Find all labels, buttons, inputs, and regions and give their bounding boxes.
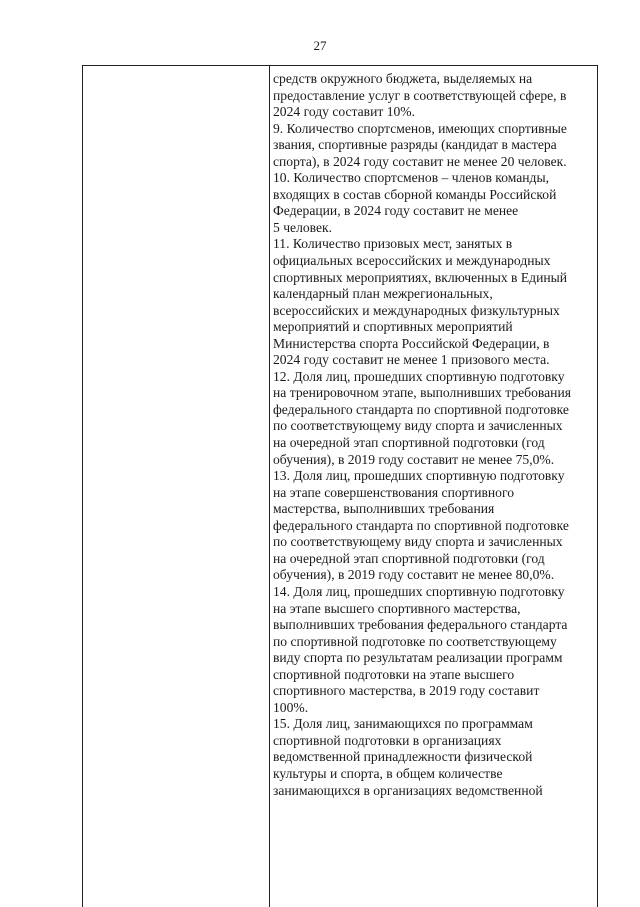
text-line: спортивных мероприятиях, включенных в Единый <box>273 269 568 285</box>
text-line: культуры и спорта, в общем количестве <box>273 765 503 781</box>
text-line: Министерства спорта Российской Федерации, в <box>273 335 550 351</box>
text-line: 10. Количество спортсменов – членов команды, <box>273 170 550 186</box>
text-line: на очередной этап спортивной подготовки (год <box>273 435 545 451</box>
text-line: средств окружного бюджета, выделяемых на <box>273 71 533 86</box>
text-line: 9. Количество спортсменов, имеющих спортивные <box>273 120 567 136</box>
text-line: 2024 году составит 10%. <box>273 104 416 120</box>
text-line: по соответствующему виду спорта и зачисленных <box>273 534 563 550</box>
text-line: по соответствующему виду спорта и зачисленных <box>273 418 563 434</box>
text-line: на тренировочном этапе, выполнивших требования <box>273 385 571 401</box>
text-line: 5 человек. <box>273 219 333 235</box>
text-line: спорта), в 2024 году составит не менее 20 человек. <box>273 153 567 169</box>
text-line: 12. Доля лиц, прошедших спортивную подготовку <box>273 368 565 384</box>
text-line: 14. Доля лиц, прошедших спортивную подготовку <box>273 583 565 599</box>
text-line: на этапе совершенствования спортивного <box>273 484 515 500</box>
text-line: занимающихся в организациях ведомственной <box>273 782 543 798</box>
text-line: Федерации, в 2024 году составит не менее <box>273 203 519 219</box>
text-line: ведомственной принадлежности физической <box>273 749 533 765</box>
table-cell-right <box>273 71 595 799</box>
text-line: федерального стандарта по спортивной подготовке <box>273 401 569 417</box>
text-line: на этапе высшего спортивного мастерства, <box>273 600 521 616</box>
text-line: обучения), в 2019 году составит не менее 80,0%. <box>273 567 555 583</box>
text-line: спортивной подготовки на этапе высшего <box>273 666 515 682</box>
text-line: 11. Количество призовых мест, занятых в <box>273 236 513 252</box>
text-line: 100%. <box>273 699 309 715</box>
text-line: звания, спортивные разряды (кандидат в мастера <box>273 137 557 153</box>
text-line: виду спорта по результатам реализации программ <box>273 650 563 666</box>
text-line: мероприятий и спортивных мероприятий <box>273 319 513 335</box>
column-divider <box>269 66 270 907</box>
text-line: федерального стандарта по спортивной подготовке <box>273 517 569 533</box>
text-line: 2024 году составит не менее 1 призового места. <box>273 352 550 368</box>
page-number: 27 <box>313 38 327 53</box>
text-line: официальных всероссийских и международных <box>273 253 551 269</box>
text-line: спортивного мастерства, в 2019 году составит <box>273 683 540 699</box>
document-table <box>82 65 598 907</box>
text-line: календарный план межрегиональных, <box>273 286 493 302</box>
text-line: спортивной подготовки в организациях <box>273 732 502 748</box>
text-line: на очередной этап спортивной подготовки (год <box>273 550 545 566</box>
text-line: входящих в состав сборной команды Российской <box>273 186 557 202</box>
text-line: по спортивной подготовке по соответствующему <box>273 633 557 649</box>
text-line: 15. Доля лиц, занимающихся по программам <box>273 716 533 732</box>
text-line: всероссийских и международных физкультурных <box>273 302 560 318</box>
text-line: 13. Доля лиц, прошедших спортивную подготовку <box>273 468 565 484</box>
text-line: выполнивших требования федерального стандарта <box>273 617 568 633</box>
text-line: предоставление услуг в соответствующей сфере, в <box>273 87 567 103</box>
text-line: мастерства, выполнивших требования <box>273 501 495 517</box>
text-line: обучения), в 2019 году составит не менее 75,0%. <box>273 451 555 467</box>
